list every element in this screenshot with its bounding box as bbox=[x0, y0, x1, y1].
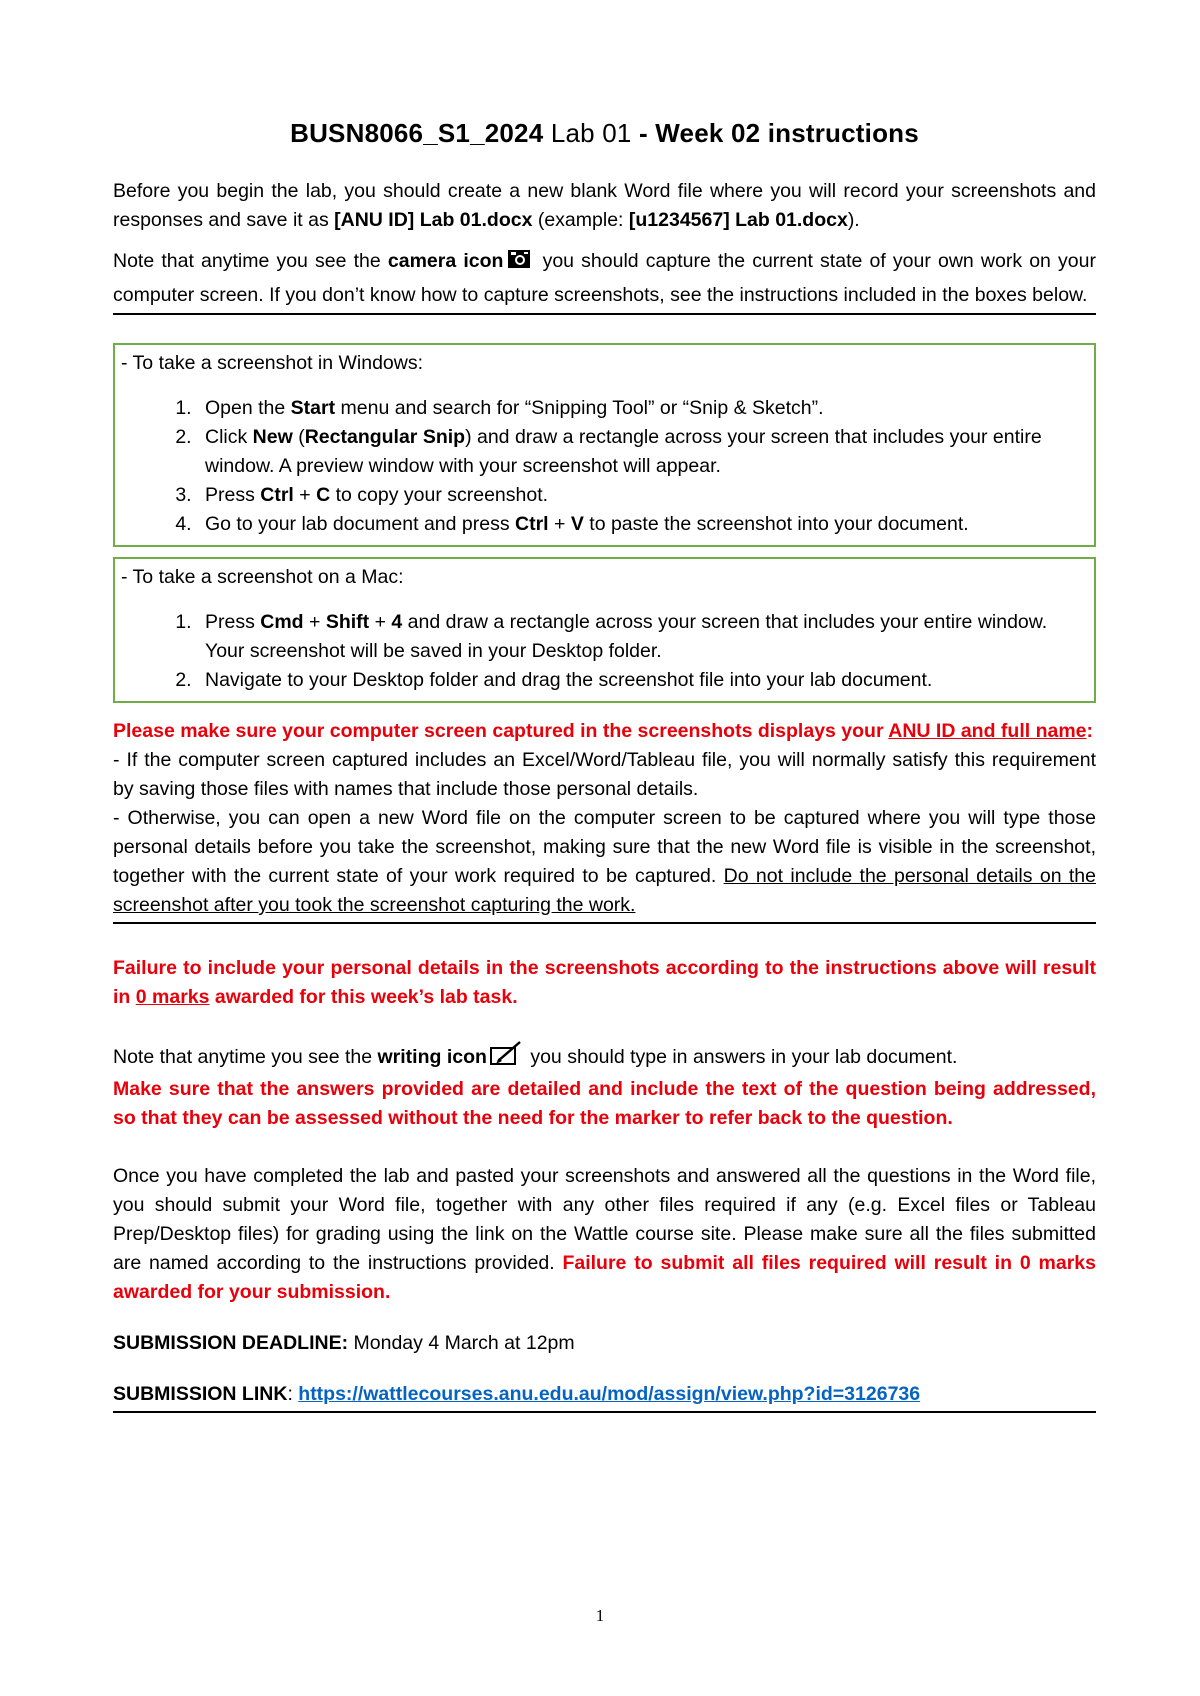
failure-underlined: 0 marks bbox=[135, 986, 210, 1008]
personal-details-warning bbox=[113, 717, 1096, 746]
deadline-value: Monday 4 March at 12pm bbox=[348, 1332, 575, 1354]
warning-text: Please make sure your computer screen captured in the screenshots displays your bbox=[113, 720, 889, 742]
title-dash: - bbox=[638, 118, 648, 148]
failure-text-after: awarded for this week’s lab task. bbox=[209, 986, 518, 1008]
step-text: ) and draw a rectangle across your screen that includes your entire window. A preview window with your screenshot will appear. bbox=[205, 426, 1042, 477]
personal-details-line-2 bbox=[113, 804, 1096, 920]
step-text: Press bbox=[205, 484, 261, 506]
intro-example-open: (example: bbox=[532, 209, 629, 231]
intro-paragraph-1 bbox=[113, 177, 1096, 235]
camera-note-text: Note that anytime you see the bbox=[113, 250, 388, 272]
page-content bbox=[113, 118, 1096, 1413]
mac-instructions-box bbox=[113, 557, 1096, 703]
camera-icon bbox=[507, 247, 531, 279]
mac-steps-list bbox=[121, 608, 1088, 695]
step-bold: Ctrl bbox=[260, 484, 294, 506]
writing-icon-label: writing icon bbox=[377, 1046, 487, 1068]
windows-step-1 bbox=[197, 394, 1088, 423]
intro-text: Before you begin the lab, you should create a new blank Word file where you will record your screenshots and responses and save it as bbox=[113, 180, 1096, 231]
step-bold: New bbox=[252, 426, 293, 448]
step-text: Navigate to your Desktop folder and drag the screenshot file into your lab document. bbox=[205, 669, 933, 691]
submission-deadline bbox=[113, 1329, 1096, 1358]
step-text: Press bbox=[205, 611, 261, 633]
windows-instructions-box bbox=[113, 343, 1096, 547]
step-text: Click bbox=[205, 426, 253, 448]
link-colon: : bbox=[287, 1383, 299, 1405]
step-bold: Cmd bbox=[260, 611, 304, 633]
mac-step-2 bbox=[197, 666, 1088, 695]
intro-example-close: ). bbox=[847, 209, 860, 231]
step-text: + bbox=[548, 513, 571, 535]
writing-note-text-after: you should type in answers in your lab document. bbox=[524, 1046, 958, 1068]
submission-link-line bbox=[113, 1380, 1096, 1409]
submission-link[interactable]: https://wattlecourses.anu.edu.au/mod/assign/view.php?id=3126736 bbox=[298, 1383, 921, 1405]
step-bold: Rectangular Snip bbox=[304, 426, 466, 448]
step-bold: Shift bbox=[325, 611, 370, 633]
writing-icon bbox=[489, 1040, 523, 1075]
submission-text: Once you have completed the lab and pasted your screenshots and answered all the questions in the Word file, you should submit your Word file, together with any other files required if any (e.g. Excel files or Tableau Prep/Desktop files) for grading using the link on the Wattle course site. Please make sure all the files submitted are named according to the instructions provided. bbox=[113, 1165, 1096, 1274]
step-text: Go to your lab document and press bbox=[205, 513, 516, 535]
step-bold: C bbox=[316, 484, 331, 506]
title-week: Week 02 instructions bbox=[655, 118, 919, 148]
personal-details-block bbox=[113, 717, 1096, 924]
windows-step-2 bbox=[197, 423, 1088, 481]
warning-underlined: ANU ID and full name bbox=[888, 720, 1087, 742]
step-bold: 4 bbox=[391, 611, 403, 633]
step-text: Open the bbox=[205, 397, 291, 419]
step-text: to copy your screenshot. bbox=[330, 484, 549, 506]
step-text: to paste the screenshot into your document. bbox=[583, 513, 969, 535]
title-course-code: BUSN8066_S1_2024 bbox=[290, 118, 544, 148]
writing-requirement: Make sure that the answers provided are detailed and include the text of the question being addressed, so that they can be assessed without the need for the marker to refer back to the question. bbox=[113, 1078, 1096, 1129]
step-text: menu and search for “Snipping Tool” or “Snip & Sketch”. bbox=[335, 397, 824, 419]
step-bold: Ctrl bbox=[515, 513, 549, 535]
step-text: + bbox=[369, 611, 392, 633]
camera-note-text-after: you should capture the current state of your own work on your computer screen. If you don’t know how to capture screenshots, see the instructions included in the boxes below. bbox=[113, 250, 1096, 306]
windows-steps-list bbox=[121, 394, 1088, 539]
title-lab: Lab 01 bbox=[550, 118, 632, 148]
windows-step-4 bbox=[197, 510, 1088, 539]
intro-filename: [ANU ID] Lab 01.docx bbox=[334, 209, 533, 231]
windows-step-3 bbox=[197, 481, 1088, 510]
mac-step-1 bbox=[197, 608, 1088, 666]
intro-paragraph-2-block bbox=[113, 245, 1096, 315]
writing-note-text: Note that anytime you see the bbox=[113, 1046, 378, 1068]
link-label: SUBMISSION LINK bbox=[113, 1383, 288, 1405]
page-title bbox=[113, 118, 1096, 149]
step-text: + bbox=[293, 484, 317, 506]
line-2-underlined: Do not include the personal details on the screenshot after you took the screenshot capturing the work. bbox=[113, 865, 1096, 916]
step-text: + bbox=[303, 611, 326, 633]
intro-paragraph-2 bbox=[113, 245, 1096, 311]
mac-box-heading: - To take a screenshot on a Mac: bbox=[121, 566, 404, 588]
submission-link-block bbox=[113, 1380, 1096, 1413]
step-text: and draw a rectangle across your screen that includes your entire window. Your screenshot will be saved in your Desktop folder. bbox=[205, 611, 1048, 662]
submission-instructions bbox=[113, 1162, 1096, 1307]
failure-warning bbox=[113, 954, 1096, 1012]
failure-text: Failure to include your personal details in the screenshots according to the instructions above will result in bbox=[113, 957, 1096, 1008]
warning-colon: : bbox=[1086, 720, 1094, 742]
deadline-label: SUBMISSION DEADLINE: bbox=[113, 1332, 349, 1354]
step-bold: V bbox=[570, 513, 584, 535]
page-number: 1 bbox=[595, 1606, 605, 1625]
step-text: ( bbox=[292, 426, 305, 448]
line-2-text: - Otherwise, you can open a new Word file on the computer screen to be captured where you will type those personal details before you take the screenshot, making sure that the new Word file is visible in the screenshot, together with the current state of your work required to be captured. bbox=[113, 807, 1096, 887]
personal-details-line-1: - If the computer screen captured includes an Excel/Word/Tableau file, you will normally satisfy this requirement by saving those files with names that include those personal details. bbox=[113, 749, 1096, 800]
submission-warning: Failure to submit all files required will result in 0 marks awarded for your submission. bbox=[113, 1252, 1096, 1303]
windows-box-heading: - To take a screenshot in Windows: bbox=[121, 352, 424, 374]
camera-icon-label: camera icon bbox=[387, 250, 504, 272]
intro-example: [u1234567] Lab 01.docx bbox=[628, 209, 848, 231]
writing-icon-note bbox=[113, 1040, 1096, 1075]
step-bold: Start bbox=[290, 397, 336, 419]
